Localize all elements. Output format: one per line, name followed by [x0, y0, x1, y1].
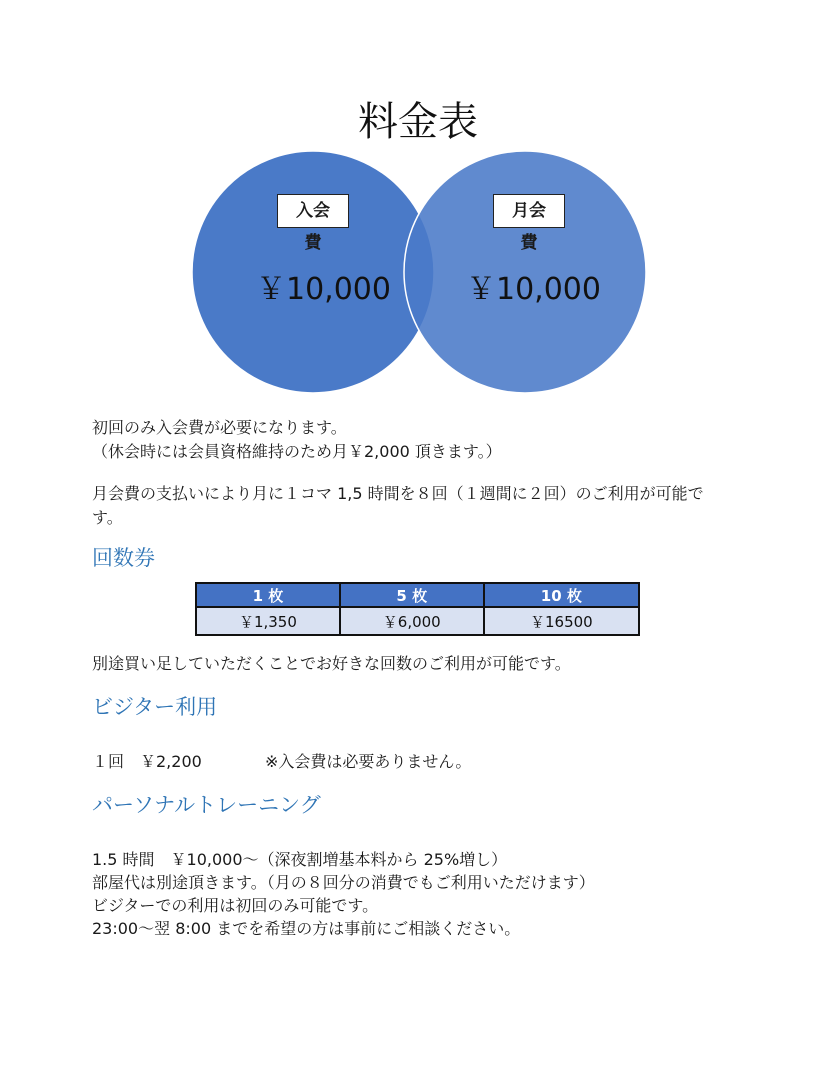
personal-training-price: 1.5 時間 ￥10,000〜（深夜割増基本料から 25%増し）: [92, 850, 508, 869]
room-fee-note: 部屋代は別途頂きます。（月の８回分の消費でもご利用いただけます）: [92, 873, 595, 892]
page-title: 料金表: [358, 99, 478, 145]
monthly-fee-label: 月会費: [493, 194, 565, 228]
table-header-cell: 5 枚: [340, 583, 484, 607]
monthly-fee-amount: ￥10,000: [466, 272, 601, 307]
visitor-heading: ビジター利用: [92, 695, 218, 719]
fee-venn-diagram: [190, 150, 650, 396]
table-header-cell: 1 枚: [196, 583, 340, 607]
entry-fee-label: 入会費: [277, 194, 349, 228]
monthly-usage-note-cont: す。: [92, 508, 123, 527]
table-row: [196, 607, 639, 635]
suspension-note: （休会時には会員資格維持のため月￥2,000 頂きます。）: [92, 442, 502, 461]
table-header-cell: 10 枚: [484, 583, 639, 607]
ticket-price-table: [195, 582, 640, 636]
entry-fee-note: 初回のみ入会費が必要になります。: [92, 418, 347, 437]
visitor-note: ※入会費は必要ありません。: [265, 752, 472, 771]
tickets-heading: 回数券: [92, 546, 155, 570]
monthly-usage-note: 月会費の支払いにより月に１コマ 1,5 時間を８回（１週間に２回）のご利用が可能で: [92, 484, 704, 503]
table-cell: ￥6,000: [340, 607, 484, 635]
table-cell: ￥1,350: [196, 607, 340, 635]
table-header-row: [196, 583, 639, 607]
table-cell: ￥16500: [484, 607, 639, 635]
visitor-first-time-note: ビジターでの利用は初回のみ可能です。: [92, 896, 379, 915]
entry-fee-amount: ￥10,000: [256, 272, 391, 307]
late-night-note: 23:00〜翌 8:00 までを希望の方は事前にご相談ください。: [92, 919, 521, 938]
visitor-price: １回 ￥2,200: [92, 752, 202, 771]
personal-training-heading: パーソナルトレーニング: [92, 793, 321, 817]
tickets-note: 別途買い足していただくことでお好きな回数のご利用が可能です。: [92, 654, 571, 673]
